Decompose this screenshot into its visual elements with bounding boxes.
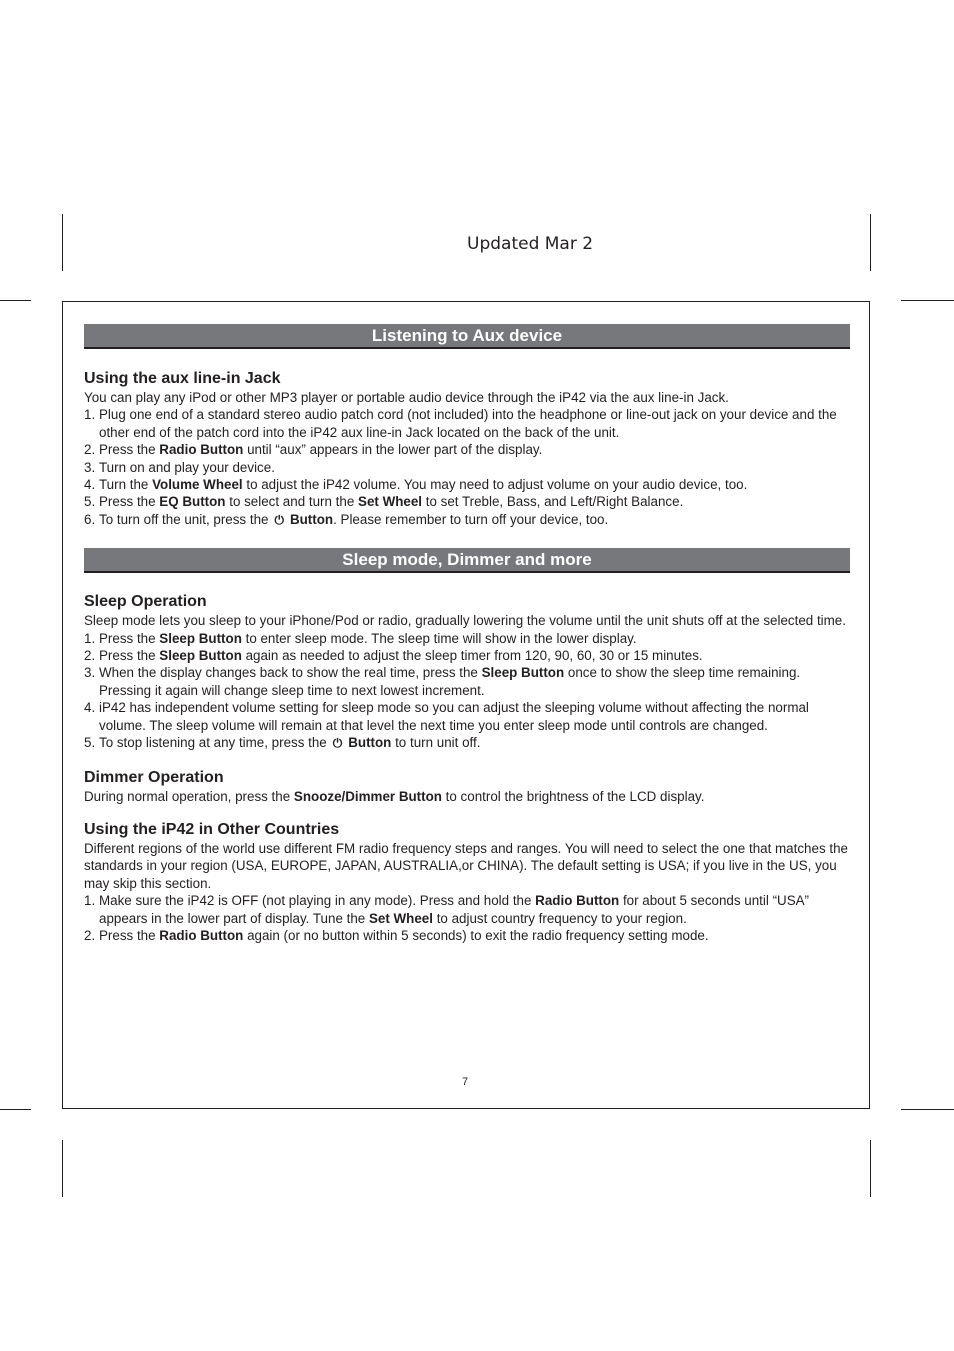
heading-dimmer-operation: Dimmer Operation [84, 768, 224, 786]
section-title-sleep: Sleep mode, Dimmer and more [84, 548, 850, 573]
list-item: 1. Make sure the iP42 is OFF (not playing in any mode). Press and hold the Radio Button for about 5 seconds until “USA” appears in the lower part of display. Tune the Set Wheel to adjust country frequency to your region. [84, 893, 810, 926]
power-icon: ⏻ [332, 736, 343, 751]
list-item: 2. Press the Radio Button until “aux” appears in the lower part of the display. [84, 442, 543, 458]
sleep-intro: Sleep mode lets you sleep to your iPhone/Pod or radio, gradually lowering the volume until the unit shuts off at the selected time. [84, 613, 846, 629]
crop-mark-right-bottom [901, 1109, 954, 1110]
list-item: 2. Press the Sleep Button again as needed to adjust the sleep timer from 120, 90, 60, 30 or 15 minutes. [84, 648, 703, 664]
countries-intro: Different regions of the world use different FM radio frequency steps and ranges. You will need to select the one that matches the standards in your region (USA, EUROPE, JAPAN, AUSTRALIA,or CHINA). The default setting is USA; if you live in the US, you may skip this section. [84, 840, 848, 891]
crop-mark-top-left [62, 214, 63, 271]
updated-label: Updated Mar 2 [467, 234, 594, 254]
section-title-aux: Listening to Aux device [84, 324, 850, 349]
crop-mark-bottom-right [870, 1140, 871, 1197]
power-icon: ⏻ [274, 512, 284, 527]
list-item: 3. Turn on and play your device. [84, 459, 275, 475]
heading-sleep-operation: Sleep Operation [84, 593, 207, 611]
list-item: 3. When the display changes back to show the real time, press the Sleep Button once to show the sleep time remaining. Pressing it again will change sleep time to next lowest increment. [84, 665, 801, 698]
list-item: 5. Press the EQ Button to select and turn the Set Wheel to set Treble, Bass, and Left/Right Balance. [84, 494, 684, 510]
page-content [84, 324, 850, 944]
crop-mark-right-top [901, 300, 954, 301]
list-item: 1. Plug one end of a standard stereo audio patch cord (not included) into the headphone or line-out jack on your device and the other end of the patch cord into the iP42 aux line-in Jack located on the back of the unit. [84, 407, 837, 440]
crop-mark-top-right [870, 214, 871, 271]
crop-mark-left-bottom [0, 1109, 31, 1110]
crop-mark-left-top [0, 300, 31, 301]
crop-mark-bottom-left [62, 1140, 63, 1197]
heading-other-countries: Using the iP42 in Other Countries [84, 820, 340, 838]
aux-intro: You can play any iPod or other MP3 player or portable audio device through the iP42 via the aux line-in Jack. [84, 390, 729, 405]
list-item: 2. Press the Radio Button again (or no button within 5 seconds) to exit the radio frequency setting mode. [84, 927, 709, 943]
list-item: 4. Turn the Volume Wheel to adjust the iP42 volume. You may need to adjust volume on your audio device, too. [84, 477, 748, 493]
list-item: 5. To stop listening at any time, press the ⏻ Button to turn unit off. [84, 734, 850, 752]
heading-aux-jack: Using the aux line-in Jack [84, 370, 281, 387]
list-item: 6. To turn off the unit, press the ⏻ Button. Please remember to turn off your device, too. [84, 511, 850, 529]
list-item: 1. Press the Sleep Button to enter sleep mode. The sleep time will show in the lower display. [84, 630, 637, 646]
dimmer-text: During normal operation, press the Snooze/Dimmer Button to control the brightness of the LCD display. [84, 788, 705, 804]
list-item: 4. iP42 has independent volume setting for sleep mode so you can adjust the sleeping volume without affecting the normal volume. The sleep volume will remain at that level the next time you enter sleep mode until controls are changed. [84, 700, 809, 733]
page-number: 7 [461, 1076, 469, 1088]
